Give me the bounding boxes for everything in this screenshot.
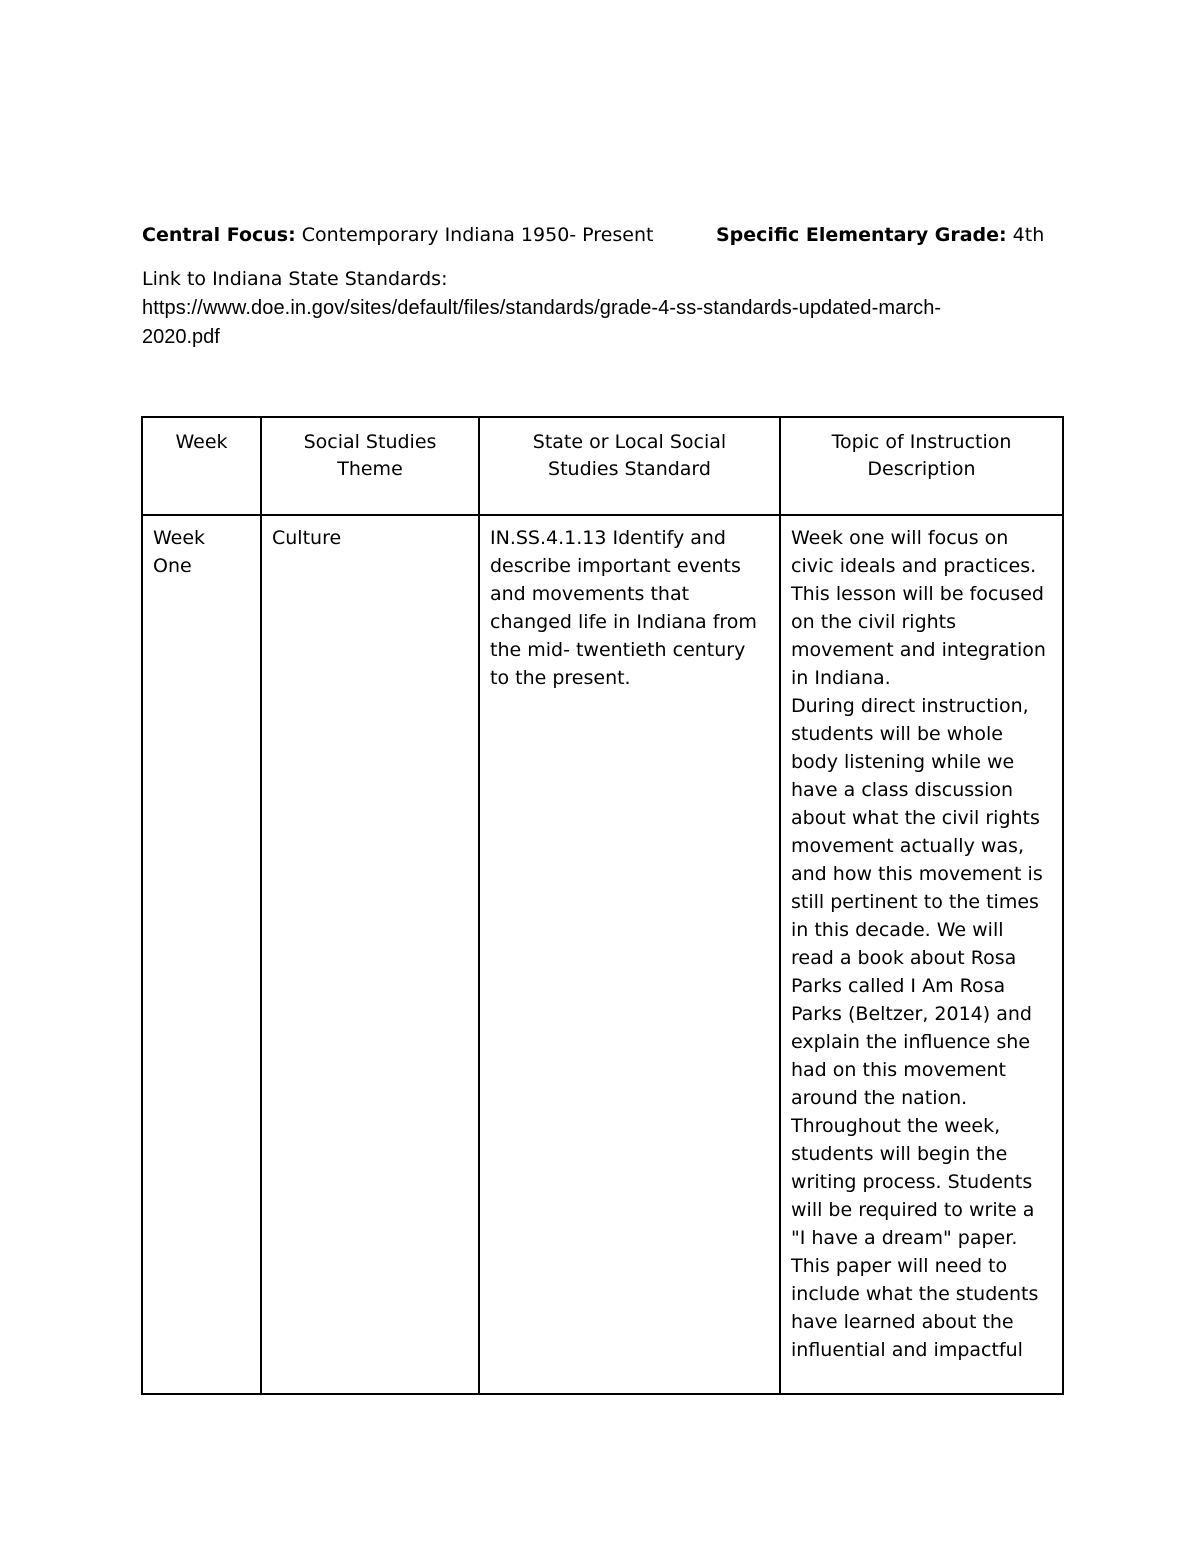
theme-value: Culture bbox=[272, 527, 342, 549]
table-header-row bbox=[142, 417, 1063, 515]
grade-level bbox=[716, 221, 1044, 249]
header-week: Week bbox=[142, 417, 261, 515]
grade-value: 4th bbox=[1006, 224, 1045, 246]
standards-link-block bbox=[142, 265, 1082, 352]
cell-standard bbox=[479, 515, 780, 1394]
header-topic: Topic of Instruction Description bbox=[780, 417, 1063, 515]
week-value: Week One bbox=[153, 527, 206, 577]
standards-url-line-2[interactable]: 2020.pdf bbox=[142, 326, 220, 348]
cell-week bbox=[142, 515, 261, 1394]
cell-theme bbox=[261, 515, 479, 1394]
standard-value: IN.SS.4.1.13 Identify and describe important events and movements that changed life in Indiana from the mid- twentieth century to the present. bbox=[490, 527, 757, 689]
central-focus-label: Central Focus: bbox=[142, 224, 296, 246]
header-theme: Social Studies Theme bbox=[261, 417, 479, 515]
instruction-plan-table bbox=[141, 416, 1064, 1395]
central-focus bbox=[142, 221, 653, 249]
central-focus-value: Contemporary Indiana 1950- Present bbox=[295, 224, 654, 246]
standards-link-label: Link to Indiana State Standards: bbox=[142, 268, 448, 290]
cell-description bbox=[780, 515, 1063, 1394]
description-paragraph-2: During direct instruction, students will be whole body listening while we have a class discussion about what the civil rights movement actually was, and how this movement is still pertinent to the times in this decade. We will read a book about Rosa Parks called I Am Rosa Parks (Beltzer, 2014) and explain the influence she had on this movement around the nation. Throughout the week, students will begin the writing process. Students will be required to write a "I have a dream" paper. This paper will need to include what the students have learned about the influential and impactful bbox=[791, 695, 1043, 1361]
table-row bbox=[142, 515, 1063, 1394]
header-standard: State or Local Social Studies Standard bbox=[479, 417, 780, 515]
standards-url-line-1[interactable]: https://www.doe.in.gov/sites/default/files/standards/grade-4-ss-standards-updated-march- bbox=[142, 297, 942, 319]
grade-label: Specific Elementary Grade: bbox=[716, 224, 1007, 246]
description-paragraph-1: Week one will focus on civic ideals and practices. This lesson will be focused on the civil rights movement and integration in Indiana. bbox=[791, 527, 1046, 689]
